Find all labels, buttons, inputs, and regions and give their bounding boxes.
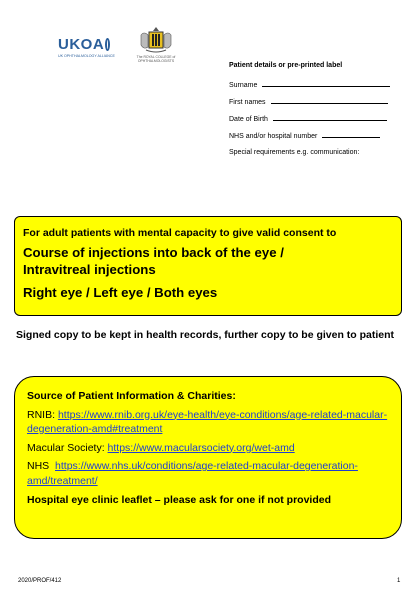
page-number: 1 bbox=[397, 578, 401, 584]
first-names-field[interactable] bbox=[229, 96, 388, 107]
dob-line bbox=[273, 113, 387, 121]
procedure-line-2: Intravitreal injections bbox=[23, 262, 156, 277]
ukoa-wordmark-text: UKOA bbox=[58, 36, 105, 53]
procedure-line-1: Course of injections into back of the eye / bbox=[23, 245, 284, 260]
macular-society-label: Macular Society: bbox=[27, 441, 105, 454]
nhs-link[interactable]: https://www.nhs.uk/conditions/age-related-macular-degeneration-amd/treatment/ bbox=[27, 460, 358, 487]
nhs-number-line bbox=[322, 130, 380, 138]
eye-selection[interactable]: Right eye / Left eye / Both eyes bbox=[23, 285, 218, 300]
rnib-label: RNIB: bbox=[27, 408, 56, 421]
surname-line bbox=[262, 79, 390, 87]
ukoa-logo bbox=[58, 36, 115, 58]
special-requirements-label: Special requirements e.g. communication: bbox=[229, 149, 360, 156]
ukoa-ring-icon bbox=[105, 38, 110, 51]
signed-copy-note: Signed copy to be kept in health records, further copy to be given to patient bbox=[16, 329, 395, 341]
dob-label: Date of Birth bbox=[229, 116, 268, 123]
surname-field[interactable] bbox=[229, 79, 390, 90]
ukoa-wordmark bbox=[58, 36, 110, 53]
nhs-number-label: NHS and/or hospital number bbox=[229, 133, 318, 140]
procedure-title bbox=[23, 244, 393, 278]
rnib-link[interactable]: https://www.rnib.org.uk/eye-health/eye-conditions/age-related-macular-degeneration-amd#treatment bbox=[27, 408, 388, 435]
dob-field[interactable] bbox=[229, 113, 387, 124]
nhs-label: NHS bbox=[27, 460, 50, 472]
leaflet-note: Hospital eye clinic leaflet – please ask for one if not provided bbox=[27, 494, 332, 506]
ukoa-tagline: UK OPHTHALMOLOGY ALLIANCE bbox=[58, 54, 115, 58]
first-names-label: First names bbox=[229, 99, 266, 106]
document-code: 2020/PROF/412 bbox=[18, 578, 62, 584]
patient-info-box bbox=[14, 376, 402, 539]
rnib-entry bbox=[27, 408, 401, 437]
first-names-line bbox=[271, 96, 388, 104]
nhs-number-field[interactable] bbox=[229, 130, 380, 141]
consent-intro: For adult patients with mental capacity to give valid consent to bbox=[23, 227, 337, 239]
macular-society-entry bbox=[27, 441, 401, 456]
rcop-logo bbox=[128, 25, 184, 63]
nhs-entry bbox=[27, 459, 401, 488]
surname-label: Surname bbox=[229, 82, 258, 89]
patient-details-title: Patient details or pre-printed label bbox=[229, 62, 343, 69]
consent-box bbox=[14, 216, 402, 316]
macular-society-link[interactable]: https://www.macularsociety.org/wet-amd bbox=[107, 441, 295, 454]
rcop-tagline-2: OPHTHALMOLOGISTS bbox=[137, 59, 175, 63]
rcop-tagline-1: The ROYAL COLLEGE of bbox=[136, 55, 176, 59]
rcop-crest-icon bbox=[136, 25, 176, 55]
info-heading: Source of Patient Information & Charities: bbox=[27, 390, 236, 402]
